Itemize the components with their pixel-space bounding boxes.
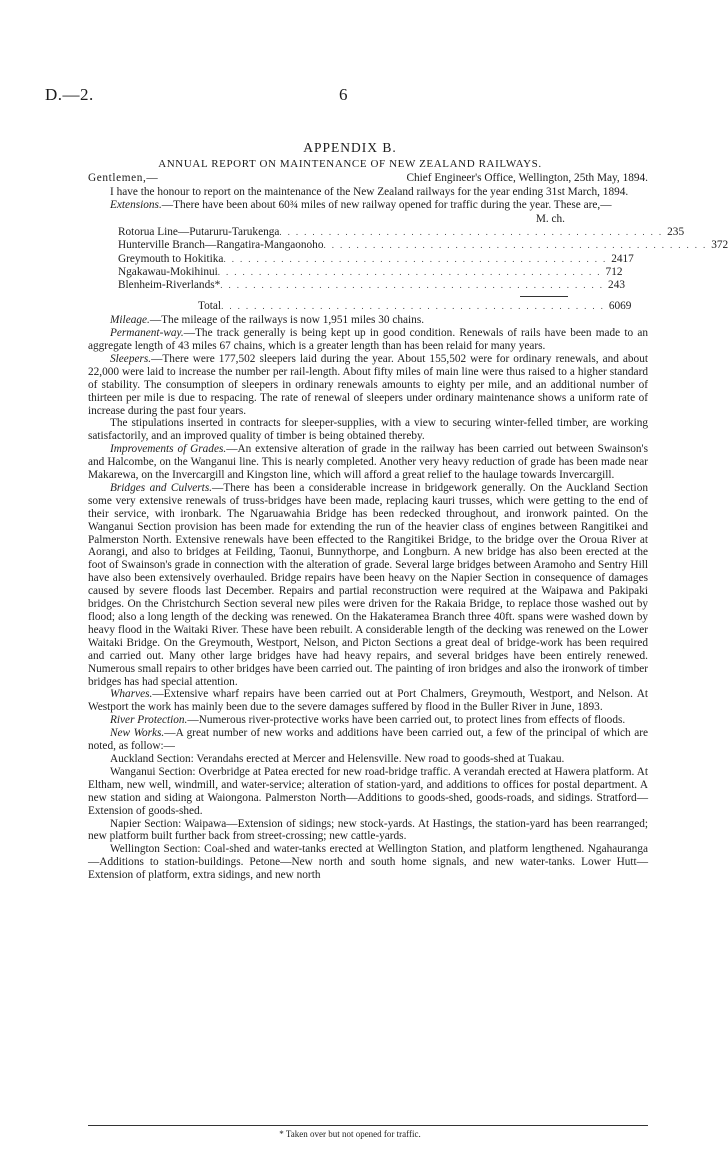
miles-value: 23: [667, 225, 679, 238]
grades-text: —An extensive alteration of grade in the railway has been carried out between Swainson's and Halcombe, on the Wanganui line. This is nearly completed. Another very heavy reduction of grade has been made near Makarewa, on the Invercargill and Kingston line, which will afford a great relief to the haulage towards Invercargill.: [88, 443, 648, 482]
appendix-heading: APPENDIX B.: [303, 140, 397, 155]
leader-dots: ...............................................: [221, 300, 609, 311]
wharves-paragraph: [88, 688, 648, 714]
miles-chains-header: M. ch.: [535, 212, 565, 225]
sleepers-text: —There were 177,502 sleepers laid during the year. About 155,502 were for ordinary renewals, and about 22,000 were laid to increase the number per rail-length. About fifty miles of main line were thus raised to a higher standard of stability. The consumption of sleepers in ordinary renewals amounts to eighty per mile, and an additional number of thirteen per mile is due to respacing. The rate of renewal of sleepers under ordinary maintenance shows a uniform rate of increase during the past four years.: [88, 352, 648, 417]
stipulations-paragraph: The stipulations inserted in contracts for sleeper-supplies, with a view to securing winter-felled timber, are working satisfactorily, and an improved quality of timber is being obtained thereby.: [88, 417, 648, 443]
page-number: 6: [339, 85, 348, 104]
intro-paragraph: I have the honour to report on the maintenance of the New Zealand railways for the year ending 31st March, 1894.: [110, 186, 629, 198]
bridges-paragraph: [88, 482, 648, 689]
new-works-text: —A great number of new works and additions have been carried out, a few of the principal of which are noted, as follow:—: [88, 727, 648, 753]
wharves-heading: Wharves.: [110, 688, 153, 701]
chains-value: 72: [716, 239, 728, 252]
total-label: Total: [198, 299, 222, 312]
chains-value: 43: [613, 279, 625, 292]
sleepers-paragraph: [88, 353, 648, 418]
auckland-section-paragraph: Auckland Section: Verandahs erected at Mercer and Helensville. New road to goods-shed at Tuakau.: [110, 752, 565, 765]
total-rule: [520, 296, 568, 297]
extensions-table: [118, 212, 728, 313]
miles-value: 24: [611, 252, 623, 265]
footnote: * Taken over but not opened for traffic.: [279, 1129, 421, 1139]
sleepers-heading: Sleepers.: [110, 352, 152, 365]
river-protection-heading: River Protection.: [110, 714, 188, 727]
salutation: Gentlemen,—: [88, 172, 159, 184]
new-works-paragraph: [88, 727, 648, 753]
river-protection-paragraph: [88, 714, 648, 727]
grades-paragraph: [88, 443, 648, 482]
wharves-text: —Extensive wharf repairs have been carried out at Port Chalmers, Greymouth, Westport, and Nelson. At Westport the work has mainly been due to the severe damages suffered by flood in the Buller River in June, 1893.: [88, 688, 648, 714]
table-row: [118, 252, 634, 266]
total-miles: 60: [608, 299, 621, 312]
miles-value: 2: [608, 279, 614, 292]
extensions-heading: Extensions.: [110, 198, 162, 211]
footnote-rule: [88, 1125, 648, 1126]
miles-value: 3: [711, 239, 717, 252]
table-row: [118, 279, 625, 292]
total-chains: 69: [620, 299, 632, 312]
chains-value: 17: [622, 252, 634, 265]
line-name: Rotorua Line—Putaruru-Tarukenga: [118, 225, 280, 238]
table-row: [118, 265, 623, 279]
leader-dots: ...............................................: [217, 266, 606, 277]
extensions-paragraph: [88, 199, 648, 212]
extensions-text: —There have been about 60¾ miles of new railway opened for traffic during the year. These are,—: [161, 198, 612, 211]
mileage-paragraph: [88, 314, 648, 327]
page-reference: D.—2.: [45, 85, 94, 104]
new-works-heading: New Works.: [110, 727, 165, 740]
napier-section-paragraph: Napier Section: Waipawa—Extension of sidings; new stock-yards. At Hastings, the station-yard has been rearranged; new platform built further back from street-crossing; new cattle-yards.: [88, 817, 648, 843]
leader-dots: ...............................................: [279, 226, 668, 237]
leader-dots: ...............................................: [220, 280, 609, 291]
total-row: [118, 299, 632, 313]
miles-value: 7: [605, 265, 612, 278]
wellington-section-paragraph: Wellington Section: Coal-shed and water-tanks erected at Wellington Station, and platform lengthened. Ngahauranga—Additions to station-buildings. Petone—New north and south home signals, and new water-tanks. Lower Hutt—Extension of platform, extra sidings, and new north: [88, 843, 648, 882]
permanent-way-paragraph: [88, 327, 648, 353]
permanent-way-heading: Permanent-way.: [110, 327, 184, 340]
river-protection-text: —Numerous river-protective works have been carried out, to protect lines from effects of floods.: [187, 714, 626, 727]
report-title: ANNUAL REPORT ON MAINTENANCE OF NEW ZEALAND RAILWAYS.: [158, 158, 542, 170]
chains-value: 5: [678, 225, 685, 238]
line-name: Ngakawau-Mokihinui: [118, 265, 218, 278]
office-dateline: Chief Engineer's Office, Wellington, 25th May, 1894.: [406, 172, 648, 184]
line-name: Hunterville Branch—Rangatira-Mangaonoho: [118, 239, 324, 252]
table-row: [118, 239, 728, 252]
table-row: [118, 225, 685, 239]
line-name: Greymouth to Hokitika: [118, 252, 224, 265]
salutation-row: [88, 172, 648, 185]
report-body: [88, 172, 728, 882]
chains-value: 12: [611, 265, 623, 278]
grades-heading: Improvements of Grades.: [110, 443, 227, 456]
mileage-heading: Mileage.: [110, 314, 150, 327]
permanent-way-text: —The track generally is being kept up in good condition. Renewals of rails have been made to an aggregate length of 43 miles 67 chains, which is a greater length than has been relaid for many years.: [88, 327, 648, 352]
line-name: Blenheim-Riverlands*: [118, 279, 221, 292]
bridges-text: —There has been a considerable increase in bridgework generally. On the Auckland Section some very extensive renewals of truss-bridges have been made, replacing kauri trusses, which were getting to the end of their service, with ironbark. The Ngaruawahia Bridge has been redecked throughout, and ironwork painted. On the Wanganui Section provision has been made for extending the run of the heavier class of engines between Rangitikei and Palmerston North. Extensive renewals have been effected to the Rangitikei Bridge, to the bridge over the Oroua River at Aorangi, and also to bridges at Feilding, Taonui, Bunnythorpe, and Longburn. A new bridge has also been erected at the foot of Swainson's grade in connection with the alteration of grade. Several large bridges between Aramoho and Sentry Hill have also been extensively overhauled. Bridge repairs have been heavy on the Napier Section in consequence of damages caused by severe floods last December. Repairs and partial reconstruction were required at the Waipawa and Pakipaki bridges. On the Christchurch Section several new piles were driven for the Rakaia Bridge, to replace those washed out by flood; also a long length of the decking was renewed. On the Hakateramea Branch three 40ft. spans were washed down by heavy flood in the Waitaki River. These have been rebuilt. A considerable length of the decking was renewed on the Lower Waitaki Bridge. On the Greymouth, Westport, Nelson, and Picton Sections a great deal of bridge-work has been required and carried out. Many other large bridges have had heavy repairs, and several bridges have been entirely renewed. Numerous small repairs to other bridges have been carried out. The painting of iron bridges and also the ironwork of timber bridges has had special attention.: [88, 481, 648, 688]
leader-dots: ...............................................: [323, 240, 712, 251]
bridges-heading: Bridges and Culverts.: [110, 481, 213, 494]
leader-dots: ...............................................: [223, 253, 612, 264]
mileage-text: —The mileage of the railways is now 1,951 miles 30 chains.: [149, 314, 425, 327]
wanganui-section-paragraph: Wanganui Section: Overbridge at Patea erected for new road-bridge traffic. A verandah erected at Hawera platform. At Eltham, new well, windmill, and water-service; alteration of station-yard, and additions to offices for postal department. A new station and siding at Waiongona. Palmerston North—Additions to goods-shed, goods-roads, and sidings. Stratford—Extension of goods-shed.: [88, 765, 648, 817]
